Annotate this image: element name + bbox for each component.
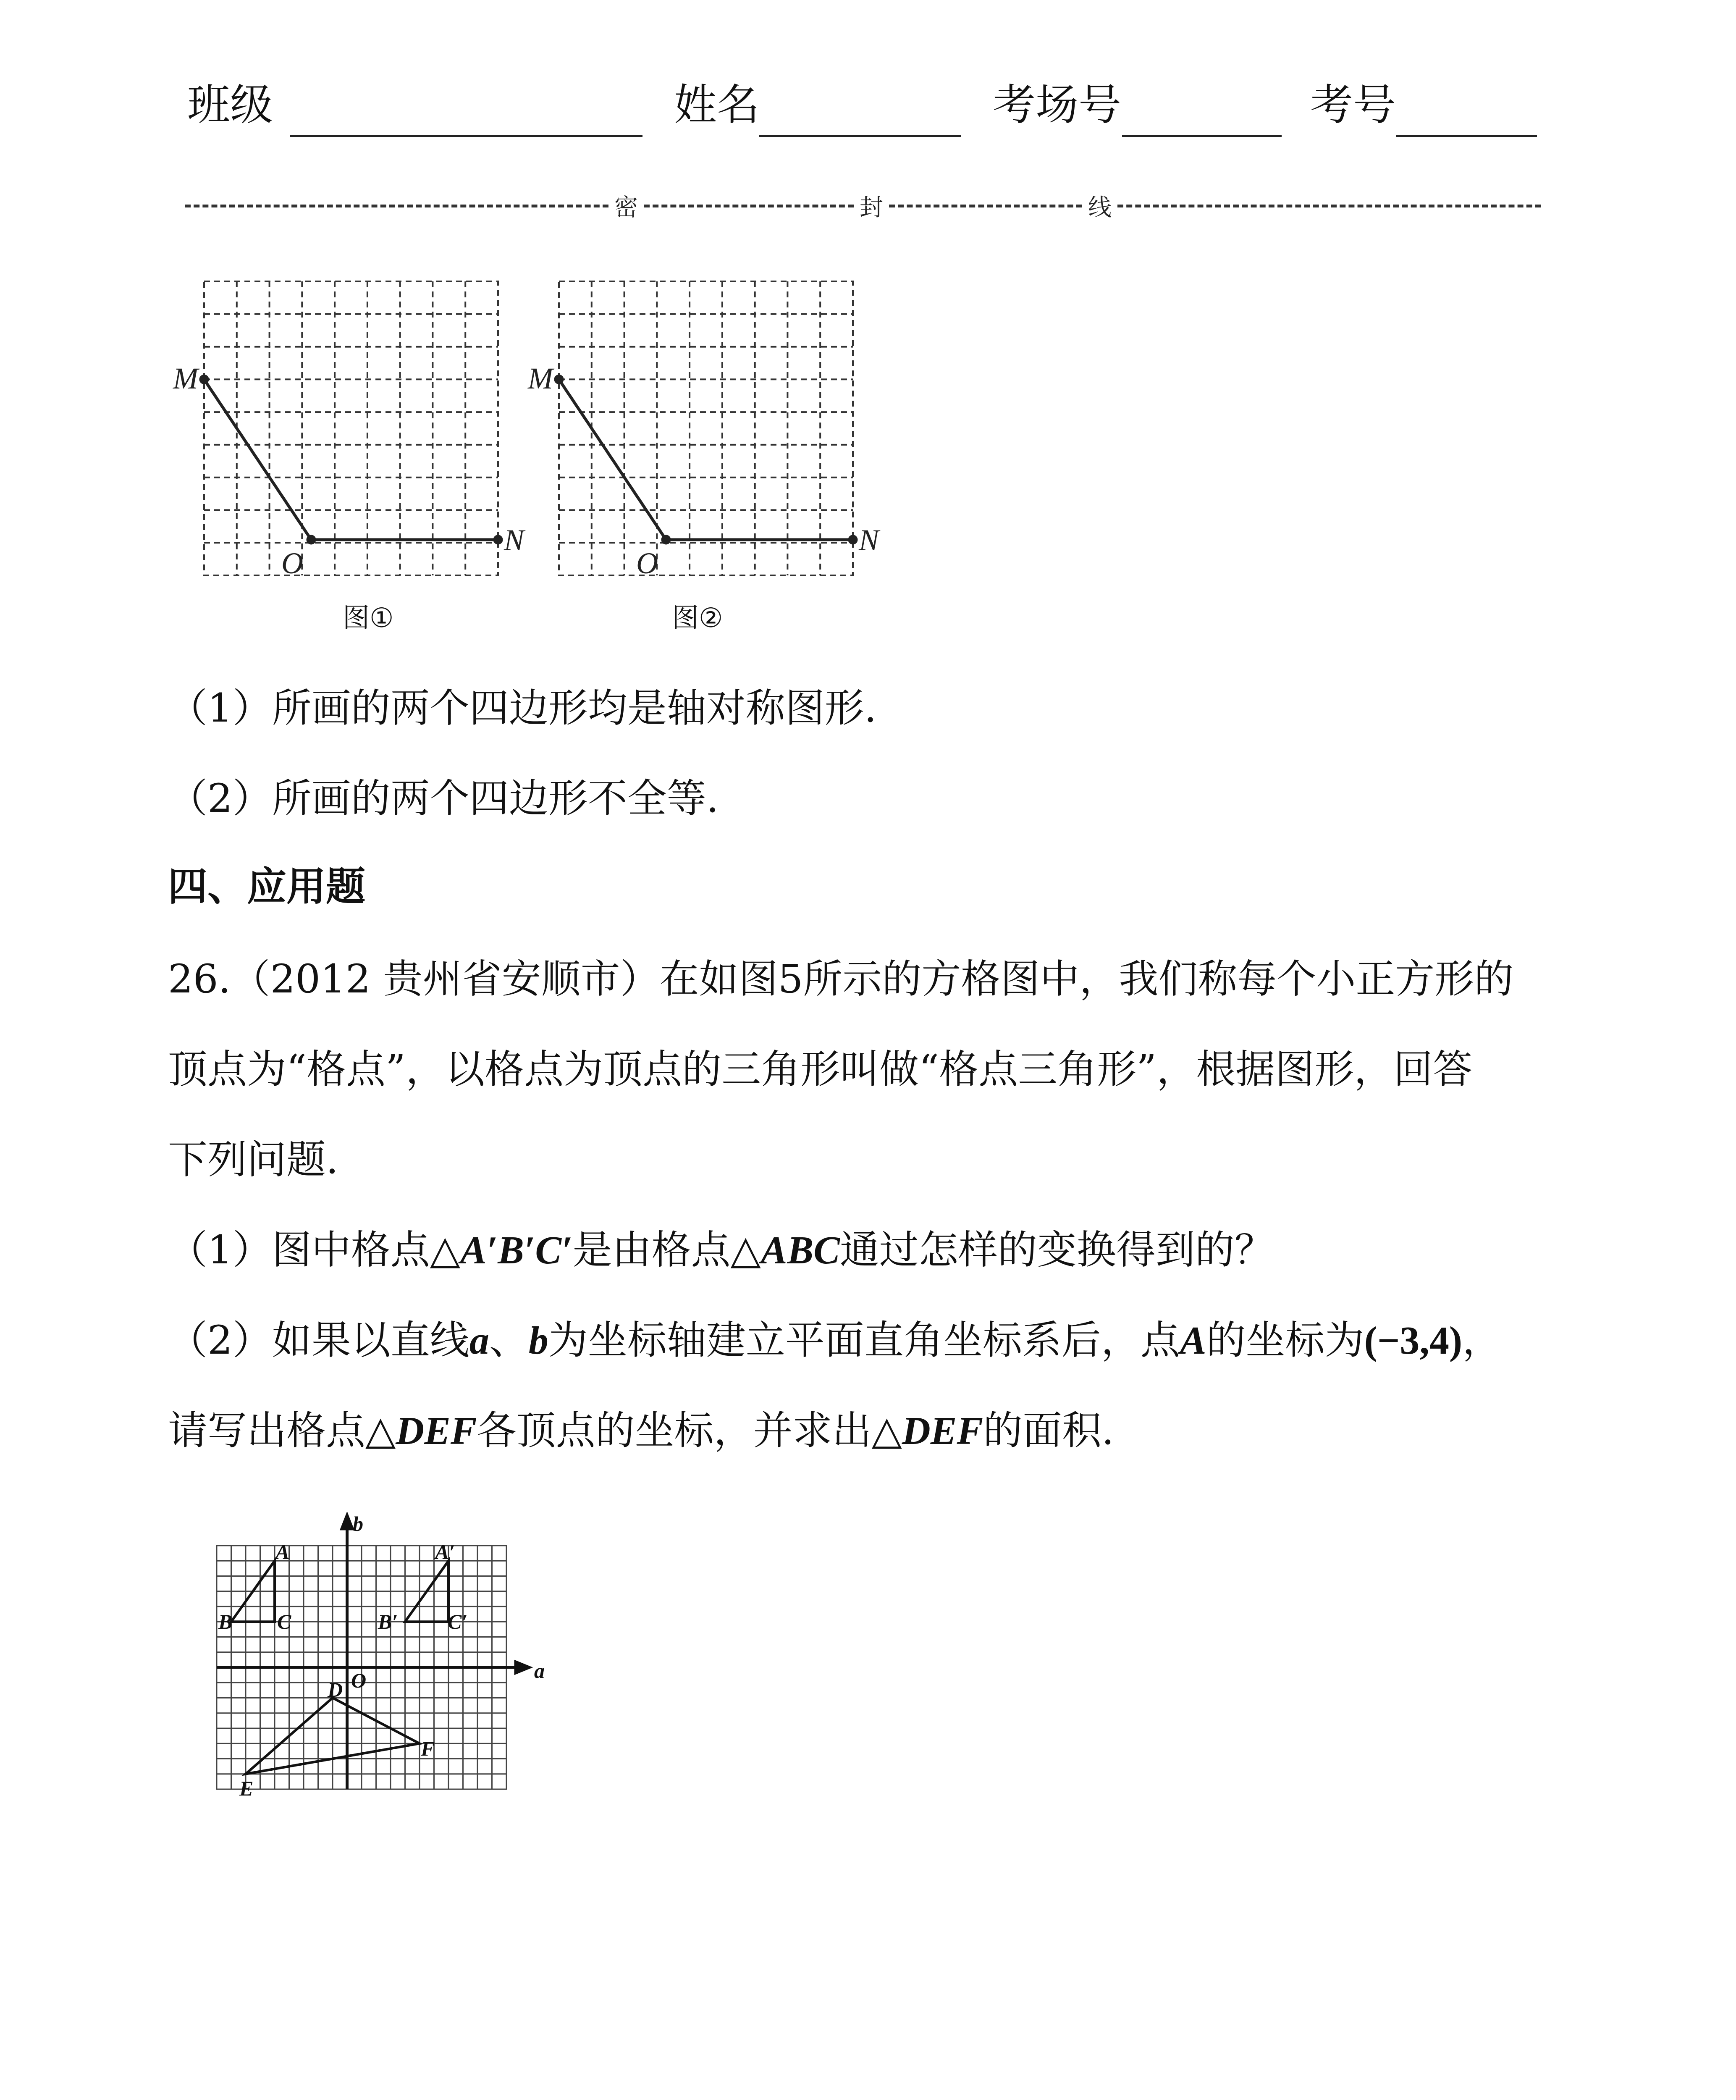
- label-n: N: [504, 523, 524, 557]
- point-name: A: [1180, 1319, 1206, 1362]
- requirement-2: （2）所画的两个四边形不全等.: [168, 776, 719, 822]
- seal-xian: 线: [1088, 194, 1112, 221]
- point-a: A: [275, 1540, 290, 1564]
- q26-part-1: （1）图中格点△A′B′C′是由格点△ABC通过怎样的变换得到的？: [168, 1227, 1274, 1273]
- figure-2-caption: 图②: [672, 603, 723, 634]
- q26-grid-figure: [202, 1512, 563, 1802]
- label-o: O: [636, 546, 658, 580]
- point-c-prime: C′: [448, 1610, 468, 1633]
- label-n: N: [859, 523, 879, 557]
- point-c: C: [277, 1610, 291, 1633]
- triangle-name: DEF: [396, 1409, 477, 1453]
- q26-line-1: 26.（2012 贵州省安顺市）在如图5所示的方格图中，我们称每个小正方形的: [168, 956, 1514, 1002]
- point-b-prime: B′: [378, 1610, 398, 1633]
- point-d: D: [328, 1678, 343, 1701]
- point-b: B: [218, 1610, 233, 1633]
- seal-mi: 密: [614, 194, 638, 221]
- seal-line: [185, 191, 1541, 220]
- seal-dash: [1117, 205, 1541, 207]
- line-name: a: [469, 1319, 489, 1362]
- room-field[interactable]: [1122, 135, 1282, 137]
- line-name: b: [528, 1319, 548, 1362]
- axis-a-label: a: [534, 1659, 545, 1683]
- q26-part-2: （2）如果以直线a、b为坐标轴建立平面直角坐标系后，点A的坐标为(−3,4)，: [168, 1318, 1502, 1363]
- class-label: 班级: [187, 80, 273, 130]
- name-field[interactable]: [759, 135, 961, 137]
- q26-line-2: 顶点为“格点”，以格点为顶点的三角形叫做“格点三角形”，根据图形，回答: [168, 1047, 1473, 1092]
- seat-field[interactable]: [1396, 135, 1537, 137]
- figure-1-grid: [168, 269, 546, 596]
- requirement-1: （1）所画的两个四边形均是轴对称图形.: [168, 685, 877, 731]
- point-o: O: [351, 1669, 367, 1692]
- coordinate: (−3,4): [1364, 1319, 1463, 1362]
- section-title: 四、应用题: [168, 864, 366, 910]
- label-m: M: [173, 362, 198, 395]
- triangle-name: A′B′C′: [460, 1228, 573, 1272]
- triangle-name: ABC: [760, 1228, 840, 1272]
- figure-1-caption: 图①: [343, 603, 394, 634]
- class-field[interactable]: [290, 135, 642, 137]
- seal-dash: [185, 205, 608, 207]
- triangle-name: DEF: [902, 1409, 983, 1453]
- point-a-prime: A′: [435, 1540, 455, 1564]
- label-o: O: [281, 546, 303, 580]
- room-label: 考场号: [993, 80, 1121, 130]
- name-label: 姓名: [674, 80, 760, 130]
- figure-2-grid: [523, 269, 901, 596]
- label-m: M: [528, 362, 553, 395]
- seat-label: 考号: [1310, 80, 1396, 130]
- point-e: E: [239, 1777, 254, 1800]
- point-f: F: [421, 1737, 435, 1760]
- q26-part-2-cont: 请写出格点△DEF各顶点的坐标，并求出△DEF的面积.: [168, 1408, 1115, 1454]
- seal-dash: [644, 205, 854, 207]
- seal-dash: [889, 205, 1082, 207]
- axis-b-label: b: [353, 1512, 363, 1536]
- q26-line-3: 下列问题.: [168, 1137, 338, 1183]
- seal-feng: 封: [860, 194, 883, 221]
